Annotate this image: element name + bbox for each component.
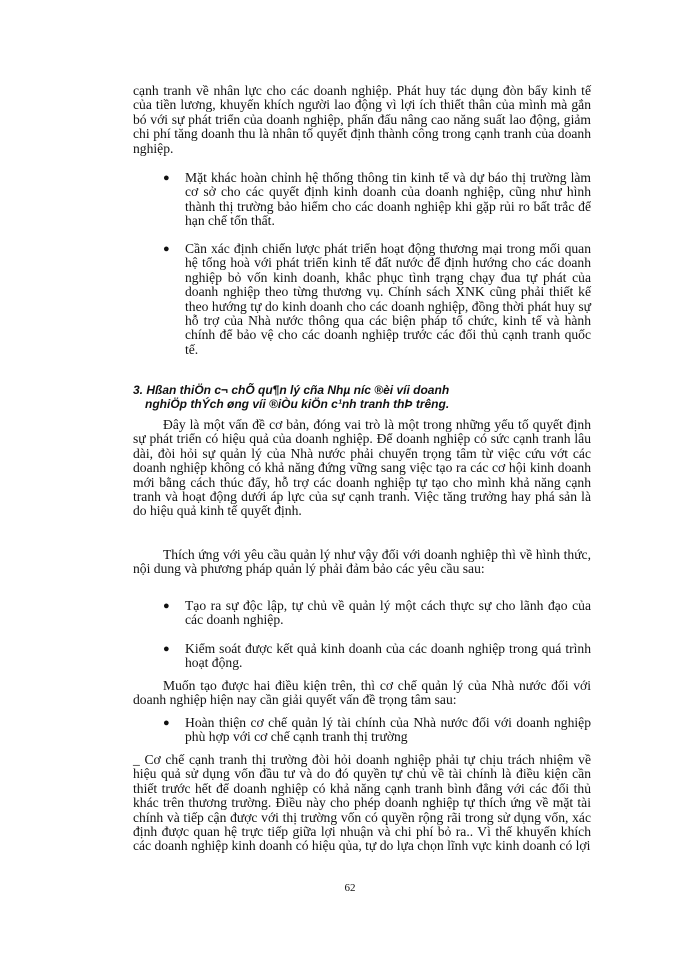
- section-heading: [133, 383, 603, 412]
- bullet-icon: ●: [163, 600, 170, 612]
- paragraph-section3: Muốn tạo được hai điều kiện trên, thì cơ chế quản lý của Nhà nước đối với doanh nghiệp hiện nay cần giải quyết vấn đề trọng tâm sau:: [133, 678, 591, 708]
- bullet-icon: ●: [163, 243, 170, 255]
- paragraph-final: _ Cơ chế cạnh tranh thị trường đòi hỏi doanh nghiệp phải tự chịu trách nhiệm về hiệu quả sử dụng vốn đầu tư và do đó quyền tự chủ về tài chính là điều kiện cần thiết trước hết để doanh nghiệp có khả năng cạnh tranh bình đẳng với các đối thủ khác trên thương trường. Điều này cho phép doanh nghiệp tự thích ứng về mặt tài chính và tiếp cận được với thị trường vốn có quyền rộng rãi trong sử dụng vốn, xác định được quan hệ trực tiếp giữa lợi nhuận và chi phí bỏ ra.. Vì thế khuyến khích các doanh nghiệp kinh doanh có hiệu qủa, tự do lựa chọn lĩnh vực kinh doanh có lợi: [133, 752, 591, 854]
- paragraph-section1: Đây là một vấn đề cơ bản, đóng vai trò là một trong những yếu tố quyết định sự phát triển có hiệu quả của doanh nghiệp. Để doanh nghiệp có sức cạnh tranh lâu dài, đòi hỏi sự quản lý của Nhà nước phải chuyển trọng tâm từ việc cứu vớt các doanh nghiệp không có khả năng đứng vững sang việc tạo ra các cơ hội kinh doanh mới bằng cách thúc đẩy, hỗ trợ các doanh nghiệp tự tạo cho mình khả năng cạnh tranh và hoạt động dưới áp lực của sự cạnh tranh. Việc tăng trưởng hay phá sản là do hiệu quả kinh tế quyết định.: [133, 417, 591, 519]
- bullet-text: Kiểm soát được kết quả kinh doanh của các doanh nghiệp trong quá trình hoạt động.: [185, 641, 591, 671]
- section-heading-line2: nghiÖp thÝch øng víi ®iÒu kiÖn c¹nh tranh thÞ trêng.: [145, 397, 450, 412]
- bullet-text: Mặt khác hoàn chỉnh hệ thống thông tin kinh tế và dự báo thị trường làm cơ sở cho các quyết định kinh doanh của doanh nghiệp, cũng như hình thành thị trường bảo hiểm cho các doanh nghiệp khi gặp rủi ro bất trắc để hạn chế tổn thất.: [185, 170, 591, 229]
- paragraph-section2: Thích ứng với yêu cầu quản lý như vậy đối với doanh nghiệp thì về hình thức, nội dung và phương pháp quản lý phải đảm bảo các yêu cầu sau:: [133, 547, 591, 577]
- bullet-icon: ●: [163, 643, 170, 655]
- section-heading-line1: 3. Hßan thiÖn c¬ chÕ qu¶n lý cña Nhµ níc ®èi víi doanh: [133, 383, 450, 397]
- bullet-icon: ●: [163, 172, 170, 184]
- page-number: 62: [344, 882, 356, 894]
- bullet-text: Cần xác định chiến lược phát triển hoạt động thương mại trong mối quan hệ tổng hoà với phát triển kinh tế đất nước để định hướng cho các doanh nghiệp bỏ vốn kinh doanh, khắc phục tình trạng chạy đua tự phát của doanh nghiệp theo từng thương vụ. Chính sách XNK cũng phải thiết kế theo hướng tự do kinh doanh cho các doanh nghiệp, đồng thời phát huy sự hỗ trợ của Nhà nước thông qua các biện pháp tổ chức, kinh tế và hành chính để bảo vệ cho các doanh nghiệp trước các đối thủ cạnh tranh quốc tế.: [185, 241, 591, 357]
- bullet-text: Tạo ra sự độc lập, tự chủ về quản lý một cách thực sự cho lãnh đạo của các doanh nghiệp.: [185, 598, 591, 628]
- bullet-icon: ●: [163, 717, 170, 729]
- paragraph-intro: cạnh tranh về nhân lực cho các doanh nghiệp. Phát huy tác dụng đòn bẩy kinh tế của tiền lương, khuyến khích người lao động vì lợi ích thiết thân của mình mà gắn bó với sự phát triển của doanh nghiệp, phấn đấu nâng cao năng suất lao động, giảm chi phí tăng doanh thu là nhân tố quyết định thành công trong cạnh tranh của doanh nghiệp.: [133, 83, 591, 156]
- bullet-text: Hoàn thiện cơ chế quản lý tài chính của Nhà nước đối với doanh nghiệp phù hợp với cơ chế cạnh tranh thị trường: [185, 715, 591, 745]
